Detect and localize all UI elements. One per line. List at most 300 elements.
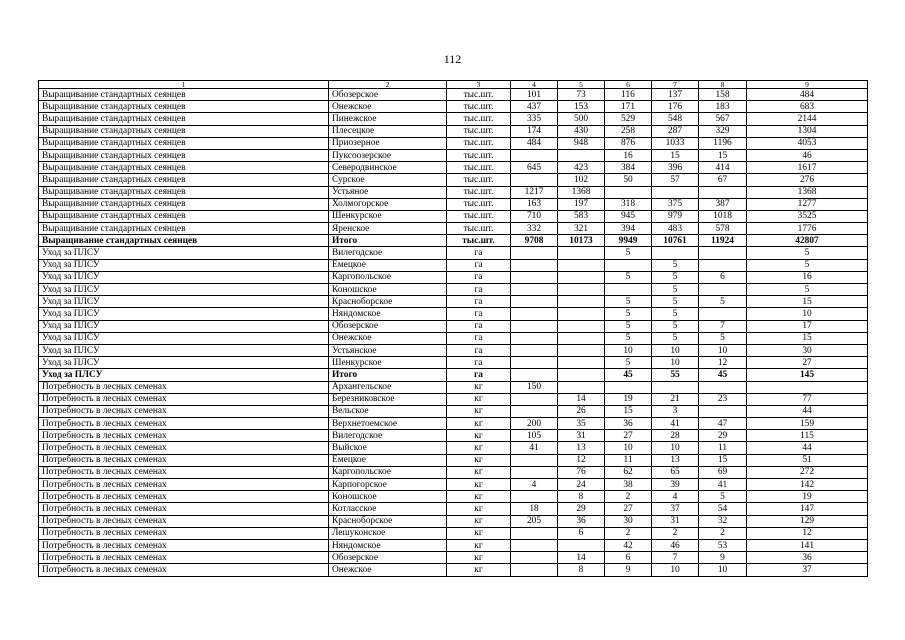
cell-forestry: Шенкурское bbox=[329, 210, 447, 222]
cell-col-8: 158 bbox=[699, 89, 747, 101]
cell-unit: тыс.шт. bbox=[447, 235, 511, 247]
cell-work-type: Выращивание стандартных сеянцев bbox=[39, 113, 329, 125]
cell-forestry: Верхнетоемское bbox=[329, 418, 447, 430]
table-row bbox=[39, 442, 868, 454]
cell-col-9-total: 30 bbox=[747, 344, 868, 356]
cell-col-6: 6 bbox=[605, 552, 652, 564]
cell-unit: кг bbox=[447, 479, 511, 491]
table-total-row bbox=[39, 369, 868, 381]
cell-col-4: 1217 bbox=[511, 186, 558, 198]
cell-col-7: 5 bbox=[652, 308, 699, 320]
cell-col-6: 5 bbox=[605, 247, 652, 259]
header-cell-6: 6 bbox=[605, 81, 652, 89]
cell-col-5: 500 bbox=[558, 113, 605, 125]
cell-col-9-total: 683 bbox=[747, 101, 868, 113]
cell-col-7: 5 bbox=[652, 259, 699, 271]
cell-col-8: 23 bbox=[699, 393, 747, 405]
table-row bbox=[39, 332, 868, 344]
cell-unit: тыс.шт. bbox=[447, 137, 511, 149]
table-row bbox=[39, 137, 868, 149]
cell-work-type: Потребность в лесных семенах bbox=[39, 527, 329, 539]
cell-work-type: Потребность в лесных семенах bbox=[39, 466, 329, 478]
cell-col-8: 53 bbox=[699, 539, 747, 551]
cell-col-7: 176 bbox=[652, 101, 699, 113]
cell-col-9-total: 17 bbox=[747, 320, 868, 332]
cell-unit: кг bbox=[447, 418, 511, 430]
cell-col-5 bbox=[558, 539, 605, 551]
cell-col-4 bbox=[511, 552, 558, 564]
cell-col-6 bbox=[605, 381, 652, 393]
cell-col-7: 287 bbox=[652, 125, 699, 137]
cell-forestry: Холмогорское bbox=[329, 198, 447, 210]
cell-col-6: 945 bbox=[605, 210, 652, 222]
cell-col-8: 10 bbox=[699, 564, 747, 576]
cell-col-6: 27 bbox=[605, 430, 652, 442]
cell-col-8 bbox=[699, 247, 747, 259]
cell-col-5: 1368 bbox=[558, 186, 605, 198]
cell-col-6: 258 bbox=[605, 125, 652, 137]
cell-col-9-total: 46 bbox=[747, 149, 868, 161]
cell-col-6: 5 bbox=[605, 271, 652, 283]
cell-col-4 bbox=[511, 149, 558, 161]
cell-unit: кг bbox=[447, 564, 511, 576]
cell-col-5 bbox=[558, 259, 605, 271]
table-row bbox=[39, 210, 868, 222]
cell-col-8: 41 bbox=[699, 479, 747, 491]
cell-col-7: 28 bbox=[652, 430, 699, 442]
cell-col-4: 437 bbox=[511, 101, 558, 113]
cell-col-9-total: 44 bbox=[747, 405, 868, 417]
cell-col-4 bbox=[511, 357, 558, 369]
cell-col-9-total bbox=[747, 381, 868, 393]
cell-work-type: Выращивание стандартных сеянцев bbox=[39, 162, 329, 174]
cell-col-4: 335 bbox=[511, 113, 558, 125]
cell-work-type: Потребность в лесных семенах bbox=[39, 564, 329, 576]
table-row bbox=[39, 259, 868, 271]
cell-col-5 bbox=[558, 308, 605, 320]
cell-forestry: Красноборское bbox=[329, 515, 447, 527]
cell-col-7: 5 bbox=[652, 296, 699, 308]
cell-work-type: Уход за ПЛСУ bbox=[39, 357, 329, 369]
cell-work-type: Уход за ПЛСУ bbox=[39, 259, 329, 271]
cell-col-5 bbox=[558, 357, 605, 369]
cell-work-type: Потребность в лесных семенах bbox=[39, 418, 329, 430]
cell-unit: кг bbox=[447, 527, 511, 539]
cell-col-9-total: 141 bbox=[747, 539, 868, 551]
cell-col-9-total: 4053 bbox=[747, 137, 868, 149]
cell-col-6: 171 bbox=[605, 101, 652, 113]
cell-col-4 bbox=[511, 271, 558, 283]
table-row bbox=[39, 454, 868, 466]
cell-col-5: 948 bbox=[558, 137, 605, 149]
cell-col-4: 484 bbox=[511, 137, 558, 149]
cell-col-8: 54 bbox=[699, 503, 747, 515]
table-row bbox=[39, 296, 868, 308]
cell-col-9-total: 10 bbox=[747, 308, 868, 320]
cell-col-6: 116 bbox=[605, 89, 652, 101]
cell-col-6: 27 bbox=[605, 503, 652, 515]
table-row bbox=[39, 113, 868, 125]
cell-col-4: 332 bbox=[511, 223, 558, 235]
cell-work-type: Потребность в лесных семенах bbox=[39, 479, 329, 491]
cell-col-4 bbox=[511, 393, 558, 405]
cell-col-8: 183 bbox=[699, 101, 747, 113]
cell-work-type: Потребность в лесных семенах bbox=[39, 503, 329, 515]
cell-work-type: Выращивание стандартных сеянцев bbox=[39, 101, 329, 113]
cell-work-type: Потребность в лесных семенах bbox=[39, 539, 329, 551]
cell-col-5: 321 bbox=[558, 223, 605, 235]
cell-col-8: 10 bbox=[699, 344, 747, 356]
cell-forestry: Вилегодское bbox=[329, 430, 447, 442]
table-row bbox=[39, 479, 868, 491]
table-row bbox=[39, 393, 868, 405]
cell-col-4 bbox=[511, 320, 558, 332]
cell-col-6: 10 bbox=[605, 344, 652, 356]
cell-col-9-total: 15 bbox=[747, 332, 868, 344]
cell-col-5: 76 bbox=[558, 466, 605, 478]
table-row bbox=[39, 503, 868, 515]
cell-unit: тыс.шт. bbox=[447, 186, 511, 198]
cell-col-9-total: 77 bbox=[747, 393, 868, 405]
cell-col-8: 567 bbox=[699, 113, 747, 125]
cell-work-type: Выращивание стандартных сеянцев bbox=[39, 125, 329, 137]
cell-col-4 bbox=[511, 174, 558, 186]
cell-work-type: Выращивание стандартных сеянцев bbox=[39, 198, 329, 210]
table-row bbox=[39, 405, 868, 417]
cell-col-7: 5 bbox=[652, 284, 699, 296]
cell-col-8: 29 bbox=[699, 430, 747, 442]
cell-col-7: 5 bbox=[652, 271, 699, 283]
cell-col-9-total: 1304 bbox=[747, 125, 868, 137]
cell-col-5: 102 bbox=[558, 174, 605, 186]
cell-col-8 bbox=[699, 259, 747, 271]
cell-col-5: 423 bbox=[558, 162, 605, 174]
cell-work-type: Потребность в лесных семенах bbox=[39, 454, 329, 466]
cell-col-6: 5 bbox=[605, 332, 652, 344]
cell-work-type: Потребность в лесных семенах bbox=[39, 491, 329, 503]
cell-col-7 bbox=[652, 186, 699, 198]
cell-work-type: Выращивание стандартных сеянцев bbox=[39, 137, 329, 149]
cell-unit: тыс.шт. bbox=[447, 210, 511, 222]
cell-col-9-total: 12 bbox=[747, 527, 868, 539]
cell-col-8: 1196 bbox=[699, 137, 747, 149]
table-row bbox=[39, 149, 868, 161]
cell-col-7: 55 bbox=[652, 369, 699, 381]
cell-unit: тыс.шт. bbox=[447, 113, 511, 125]
cell-col-6: 9 bbox=[605, 564, 652, 576]
cell-col-9-total: 115 bbox=[747, 430, 868, 442]
cell-col-7: 7 bbox=[652, 552, 699, 564]
table-row bbox=[39, 491, 868, 503]
table-row bbox=[39, 125, 868, 137]
cell-col-7: 10 bbox=[652, 442, 699, 454]
cell-col-9-total: 27 bbox=[747, 357, 868, 369]
cell-work-type: Уход за ПЛСУ bbox=[39, 344, 329, 356]
cell-forestry: Лешуконское bbox=[329, 527, 447, 539]
cell-col-5: 14 bbox=[558, 552, 605, 564]
cell-forestry: Шенкурское bbox=[329, 357, 447, 369]
cell-unit: кг bbox=[447, 405, 511, 417]
cell-col-4 bbox=[511, 296, 558, 308]
cell-col-9-total: 16 bbox=[747, 271, 868, 283]
cell-work-type: Потребность в лесных семенах bbox=[39, 442, 329, 454]
cell-unit: тыс.шт. bbox=[447, 198, 511, 210]
cell-col-4: 18 bbox=[511, 503, 558, 515]
cell-work-type: Выращивание стандартных сеянцев bbox=[39, 235, 329, 247]
cell-col-9-total: 36 bbox=[747, 552, 868, 564]
cell-col-4 bbox=[511, 259, 558, 271]
table-row bbox=[39, 320, 868, 332]
cell-col-7: 21 bbox=[652, 393, 699, 405]
cell-col-5: 8 bbox=[558, 564, 605, 576]
cell-col-8: 11924 bbox=[699, 235, 747, 247]
cell-forestry: Вилегодское bbox=[329, 247, 447, 259]
cell-col-6: 50 bbox=[605, 174, 652, 186]
cell-forestry: Устьянское bbox=[329, 344, 447, 356]
cell-col-9-total: 15 bbox=[747, 296, 868, 308]
table-row bbox=[39, 162, 868, 174]
cell-work-type: Выращивание стандартных сеянцев bbox=[39, 223, 329, 235]
table-row bbox=[39, 552, 868, 564]
table-row bbox=[39, 564, 868, 576]
cell-unit: кг bbox=[447, 503, 511, 515]
cell-col-6: 318 bbox=[605, 198, 652, 210]
cell-col-7: 39 bbox=[652, 479, 699, 491]
cell-col-4 bbox=[511, 491, 558, 503]
cell-col-5 bbox=[558, 344, 605, 356]
cell-col-4: 9708 bbox=[511, 235, 558, 247]
cell-forestry: Архангельское bbox=[329, 381, 447, 393]
cell-col-7 bbox=[652, 381, 699, 393]
cell-work-type: Уход за ПЛСУ bbox=[39, 284, 329, 296]
cell-col-8 bbox=[699, 405, 747, 417]
cell-col-4 bbox=[511, 564, 558, 576]
cell-col-9-total: 5 bbox=[747, 284, 868, 296]
cell-col-5 bbox=[558, 332, 605, 344]
cell-col-6: 394 bbox=[605, 223, 652, 235]
cell-col-4 bbox=[511, 344, 558, 356]
cell-work-type: Уход за ПЛСУ bbox=[39, 271, 329, 283]
cell-col-5: 583 bbox=[558, 210, 605, 222]
cell-unit: кг bbox=[447, 454, 511, 466]
cell-col-5 bbox=[558, 149, 605, 161]
cell-unit: кг bbox=[447, 515, 511, 527]
table-row bbox=[39, 101, 868, 113]
cell-col-9-total: 142 bbox=[747, 479, 868, 491]
cell-col-8: 578 bbox=[699, 223, 747, 235]
cell-unit: кг bbox=[447, 381, 511, 393]
cell-col-6 bbox=[605, 259, 652, 271]
cell-col-6: 19 bbox=[605, 393, 652, 405]
cell-col-4: 163 bbox=[511, 198, 558, 210]
cell-col-4: 174 bbox=[511, 125, 558, 137]
cell-forestry: Устьяное bbox=[329, 186, 447, 198]
cell-unit: кг bbox=[447, 466, 511, 478]
cell-col-6: 38 bbox=[605, 479, 652, 491]
cell-col-7: 4 bbox=[652, 491, 699, 503]
cell-col-7: 41 bbox=[652, 418, 699, 430]
cell-col-9-total: 484 bbox=[747, 89, 868, 101]
cell-col-9-total: 1617 bbox=[747, 162, 868, 174]
cell-work-type: Выращивание стандартных сеянцев bbox=[39, 210, 329, 222]
cell-unit: кг bbox=[447, 491, 511, 503]
cell-forestry: Коношское bbox=[329, 284, 447, 296]
table-row bbox=[39, 271, 868, 283]
cell-col-5: 36 bbox=[558, 515, 605, 527]
cell-col-6: 42 bbox=[605, 539, 652, 551]
cell-col-7: 10 bbox=[652, 344, 699, 356]
cell-col-5: 430 bbox=[558, 125, 605, 137]
cell-col-9-total: 51 bbox=[747, 454, 868, 466]
cell-forestry: Карпогорское bbox=[329, 479, 447, 491]
cell-col-4: 105 bbox=[511, 430, 558, 442]
header-cell-9: 9 bbox=[747, 81, 868, 89]
cell-col-4 bbox=[511, 284, 558, 296]
table-row bbox=[39, 174, 868, 186]
cell-forestry: Емецкое bbox=[329, 259, 447, 271]
cell-col-9-total: 42807 bbox=[747, 235, 868, 247]
cell-col-5: 24 bbox=[558, 479, 605, 491]
cell-unit: га bbox=[447, 271, 511, 283]
table-row bbox=[39, 430, 868, 442]
cell-col-5 bbox=[558, 381, 605, 393]
cell-col-8: 1018 bbox=[699, 210, 747, 222]
cell-col-5: 14 bbox=[558, 393, 605, 405]
cell-unit: тыс.шт. bbox=[447, 125, 511, 137]
cell-col-4: 645 bbox=[511, 162, 558, 174]
cell-col-9-total: 1776 bbox=[747, 223, 868, 235]
cell-col-6: 5 bbox=[605, 357, 652, 369]
cell-work-type: Выращивание стандартных сеянцев bbox=[39, 174, 329, 186]
cell-forestry: Обозерское bbox=[329, 552, 447, 564]
cell-col-4: 205 bbox=[511, 515, 558, 527]
cell-work-type: Потребность в лесных семенах bbox=[39, 381, 329, 393]
cell-forestry: Обозерское bbox=[329, 89, 447, 101]
cell-col-8: 2 bbox=[699, 527, 747, 539]
cell-work-type: Потребность в лесных семенах bbox=[39, 430, 329, 442]
cell-col-9-total: 44 bbox=[747, 442, 868, 454]
cell-work-type: Потребность в лесных семенах bbox=[39, 515, 329, 527]
cell-forestry: Онежское bbox=[329, 101, 447, 113]
cell-col-6: 5 bbox=[605, 308, 652, 320]
cell-col-9-total: 1368 bbox=[747, 186, 868, 198]
cell-col-7: 46 bbox=[652, 539, 699, 551]
cell-col-5 bbox=[558, 284, 605, 296]
cell-forestry: Пуксоозерское bbox=[329, 149, 447, 161]
cell-col-8 bbox=[699, 284, 747, 296]
table-row bbox=[39, 344, 868, 356]
cell-col-6 bbox=[605, 186, 652, 198]
cell-unit: тыс.шт. bbox=[447, 223, 511, 235]
cell-col-4 bbox=[511, 405, 558, 417]
cell-col-9-total: 2144 bbox=[747, 113, 868, 125]
cell-col-4 bbox=[511, 332, 558, 344]
cell-forestry: Вельское bbox=[329, 405, 447, 417]
cell-col-5: 31 bbox=[558, 430, 605, 442]
cell-unit: тыс.шт. bbox=[447, 174, 511, 186]
cell-col-4: 41 bbox=[511, 442, 558, 454]
cell-forestry: Коношское bbox=[329, 491, 447, 503]
cell-unit: га bbox=[447, 320, 511, 332]
table-row bbox=[39, 381, 868, 393]
cell-forestry: Каргопольское bbox=[329, 271, 447, 283]
cell-unit: кг bbox=[447, 393, 511, 405]
cell-col-6: 5 bbox=[605, 296, 652, 308]
cell-col-6: 62 bbox=[605, 466, 652, 478]
cell-unit: тыс.шт. bbox=[447, 149, 511, 161]
cell-forestry: Красноборское bbox=[329, 296, 447, 308]
cell-col-4 bbox=[511, 454, 558, 466]
cell-col-7: 13 bbox=[652, 454, 699, 466]
cell-col-9-total: 37 bbox=[747, 564, 868, 576]
cell-col-7: 548 bbox=[652, 113, 699, 125]
cell-work-type: Уход за ПЛСУ bbox=[39, 296, 329, 308]
cell-col-8: 15 bbox=[699, 149, 747, 161]
cell-col-4: 200 bbox=[511, 418, 558, 430]
cell-work-type: Выращивание стандартных сеянцев bbox=[39, 149, 329, 161]
cell-col-9-total: 19 bbox=[747, 491, 868, 503]
cell-col-6: 2 bbox=[605, 527, 652, 539]
cell-col-7: 10 bbox=[652, 564, 699, 576]
cell-forestry: Приозерное bbox=[329, 137, 447, 149]
cell-work-type: Потребность в лесных семенах bbox=[39, 552, 329, 564]
cell-work-type: Уход за ПЛСУ bbox=[39, 320, 329, 332]
cell-forestry: Няндомское bbox=[329, 539, 447, 551]
cell-col-7: 10761 bbox=[652, 235, 699, 247]
cell-unit: кг bbox=[447, 442, 511, 454]
cell-work-type: Уход за ПЛСУ bbox=[39, 308, 329, 320]
cell-col-4 bbox=[511, 539, 558, 551]
cell-col-8: 67 bbox=[699, 174, 747, 186]
cell-col-5 bbox=[558, 271, 605, 283]
cell-col-9-total: 145 bbox=[747, 369, 868, 381]
cell-unit: га bbox=[447, 308, 511, 320]
cell-col-7: 5 bbox=[652, 320, 699, 332]
cell-forestry: Итого bbox=[329, 235, 447, 247]
table-row bbox=[39, 357, 868, 369]
cell-col-6: 384 bbox=[605, 162, 652, 174]
cell-col-8: 5 bbox=[699, 491, 747, 503]
cell-col-8: 6 bbox=[699, 271, 747, 283]
cell-unit: га bbox=[447, 296, 511, 308]
table-row bbox=[39, 186, 868, 198]
cell-col-5: 8 bbox=[558, 491, 605, 503]
cell-forestry: Емецкое bbox=[329, 454, 447, 466]
table-row bbox=[39, 466, 868, 478]
cell-work-type: Потребность в лесных семенах bbox=[39, 405, 329, 417]
table-row bbox=[39, 539, 868, 551]
cell-unit: га bbox=[447, 247, 511, 259]
cell-col-7: 65 bbox=[652, 466, 699, 478]
cell-col-5: 13 bbox=[558, 442, 605, 454]
table-row bbox=[39, 308, 868, 320]
cell-col-8: 9 bbox=[699, 552, 747, 564]
cell-col-9-total: 129 bbox=[747, 515, 868, 527]
cell-forestry: Яренское bbox=[329, 223, 447, 235]
cell-col-7: 10 bbox=[652, 357, 699, 369]
table-row bbox=[39, 223, 868, 235]
cell-col-4: 150 bbox=[511, 381, 558, 393]
table-row bbox=[39, 89, 868, 101]
cell-unit: кг bbox=[447, 552, 511, 564]
header-cell-2: 2 bbox=[329, 81, 447, 89]
cell-col-9-total: 5 bbox=[747, 259, 868, 271]
table-total-row bbox=[39, 235, 868, 247]
cell-unit: тыс.шт. bbox=[447, 89, 511, 101]
cell-col-7: 483 bbox=[652, 223, 699, 235]
table-row bbox=[39, 284, 868, 296]
cell-forestry: Сурское bbox=[329, 174, 447, 186]
